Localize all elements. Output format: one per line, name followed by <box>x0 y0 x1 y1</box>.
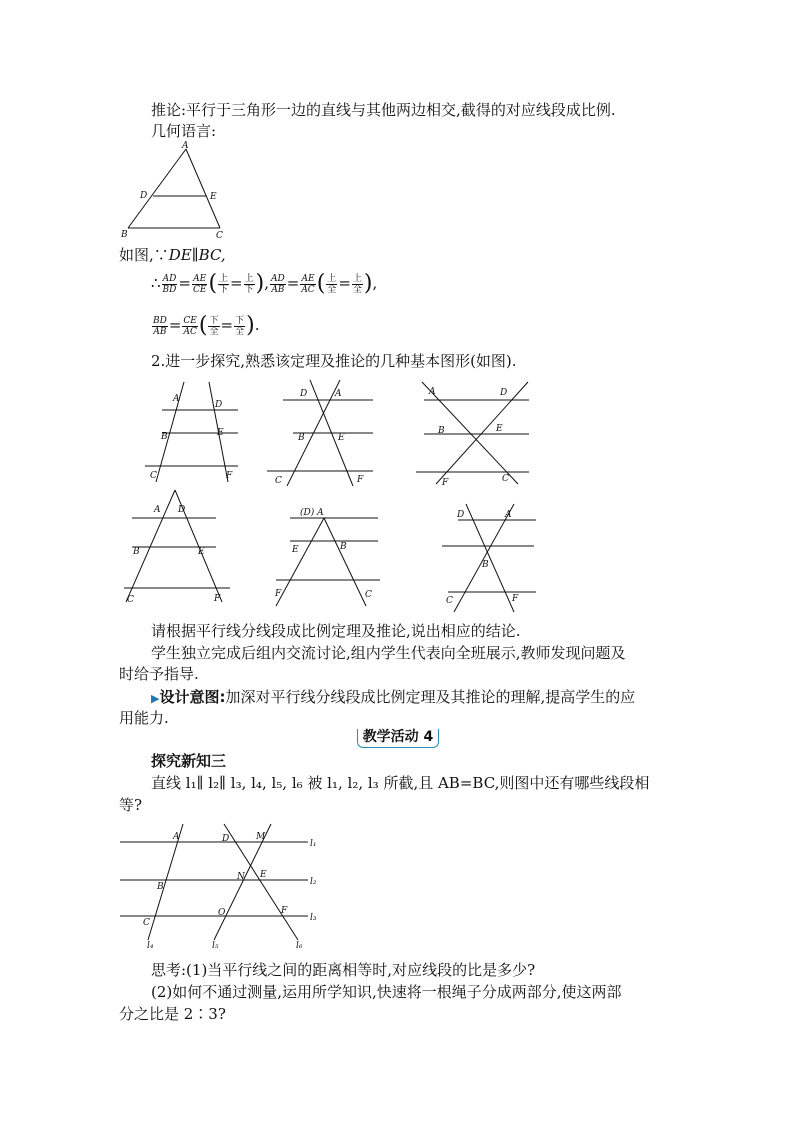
parallel-lines-figure <box>118 822 328 954</box>
triangle-marker-icon: ▶ <box>151 692 160 705</box>
frac-ae-ac: $\frac{AE}{AC}$ <box>301 273 315 295</box>
deduction-text: 推论:平行于三角形一边的直线与其他两边相交,截得的对应线段成比例. <box>151 101 616 119</box>
frac-up-whole-2: $\frac{\text{上}}{\text{全}}$ <box>352 273 362 295</box>
figure-point-label: l₂ <box>310 877 317 887</box>
figure-point-label: F <box>442 478 449 488</box>
basic-figure-3 <box>414 378 534 488</box>
item-2-text: 2.进一步探究,熟悉该定理及推论的几种基本图形(如图). <box>151 352 517 370</box>
figure-point-label: D <box>457 510 465 520</box>
figure-point-label: F <box>357 475 364 485</box>
label-e: E <box>210 192 217 202</box>
figure-point-label: N <box>237 872 245 882</box>
label-c: C <box>216 231 223 241</box>
figure-point-label: l₅ <box>212 941 219 951</box>
figure-point-label: F <box>281 906 288 916</box>
figure-point-label: D <box>300 389 308 399</box>
problem-text-cont: 等? <box>119 796 143 814</box>
think-2b: 分之比是 2∶3? <box>119 1005 226 1023</box>
figure-point-label: D <box>178 505 186 515</box>
section-title: 探究新知三 <box>151 752 227 770</box>
figure-point-label: l₃ <box>310 913 317 923</box>
frac-up-whole: $\frac{\text{上}}{\text{全}}$ <box>327 273 337 295</box>
figure-point-label: O <box>218 908 226 918</box>
figure-point-label: D <box>215 400 223 410</box>
triangle-figure <box>118 140 228 240</box>
figure-point-label: C <box>502 474 509 484</box>
frac-bd-ab: $\frac{BD}{AB}$ <box>153 315 167 337</box>
frac-down-whole: $\frac{\text{下}}{\text{全}}$ <box>209 315 219 337</box>
design-intent-text-cont: 用能力. <box>119 709 169 727</box>
think-1: 思考:(1)当平行线之间的距离相等时,对应线段的比是多少? <box>151 961 536 979</box>
figure-point-label: A <box>173 832 180 842</box>
design-intent-line <box>151 688 635 708</box>
label-a: A <box>182 141 189 151</box>
figure-point-label: C <box>365 590 372 600</box>
geometry-language-label: 几何语言: <box>151 122 217 140</box>
figure-point-label: F <box>214 594 221 604</box>
figure-point-label: B <box>157 882 164 892</box>
figure-point-label: B <box>133 547 140 557</box>
ratio-line-1: ∴ $\frac{AD}{BD}$ = $\frac{AE}{CE}$ ( $\frac{\text{上}}{\text{下}}$ = $\frac{\text{上}}{\text{下}}$ ), $\frac{AD}{AB}$ = $\frac{AE}{AC}$ ( $\frac{\text{上}}{\text{全}}$ = $\frac{\text{上}}{\text{全}}$ ), <box>151 271 378 296</box>
figure-line <box>126 490 175 602</box>
figure-point-label: D <box>222 834 230 844</box>
design-intent-label: 设计意图: <box>159 688 226 706</box>
as-shown-prefix: 如图,∵ <box>119 246 169 264</box>
as-shown-line <box>119 246 226 264</box>
figure-point-label: D <box>500 388 508 398</box>
frac-down-whole-2: $\frac{\text{下}}{\text{全}}$ <box>235 315 245 337</box>
figure-point-label: l₁ <box>310 839 317 849</box>
figure-point-label: A <box>429 387 436 397</box>
frac-ae-ce: $\frac{AE}{CE}$ <box>192 273 207 295</box>
as-shown-condition: DE∥BC, <box>168 246 226 264</box>
figure-point-label: E <box>496 424 503 434</box>
figure-point-label: C <box>275 476 282 486</box>
figure-line <box>276 518 324 606</box>
design-intent-text: 加深对平行线分线段成比例定理及其推论的理解,提高学生的应 <box>225 688 636 706</box>
figure-point-label: A <box>173 394 180 404</box>
figure-point-label: l₄ <box>147 941 154 951</box>
figure-point-label: l₆ <box>296 941 303 951</box>
figure-point-label: F <box>512 594 519 604</box>
figure-point-label: B <box>340 542 347 552</box>
figure-point-label: C <box>150 471 157 481</box>
figure-point-label: E <box>198 547 205 557</box>
therefore-symbol: ∴ <box>151 274 161 292</box>
label-b: B <box>121 230 128 240</box>
frac-ce-ac: $\frac{CE}{AC}$ <box>183 315 197 337</box>
ratio-line-2: $\frac{BD}{AB}$ = $\frac{CE}{AC}$ ( $\frac{\text{下}}{\text{全}}$ = $\frac{\text{下}}{\text{全}}$ ). <box>153 313 260 338</box>
figure-point-label: E <box>260 870 267 880</box>
figure-point-label: A <box>154 505 161 515</box>
frac-ad-bd: $\frac{AD}{BD}$ <box>162 273 177 295</box>
basic-figure-2 <box>265 378 380 488</box>
figure-point-label: M <box>256 832 266 842</box>
label-d: D <box>140 191 148 201</box>
figure-point-label: C <box>127 595 134 605</box>
figure-line <box>436 382 528 484</box>
basic-figure-5 <box>268 508 388 608</box>
frac-up-down: $\frac{\text{上}}{\text{下}}$ <box>219 273 229 295</box>
instruction-2a: 学生独立完成后组内交流讨论,组内学生代表向全班展示,教师发现问题及 <box>151 644 626 662</box>
figure-point-label: C <box>143 918 150 928</box>
instruction-2b: 时给予指导. <box>119 665 199 683</box>
figure-point-label: A <box>505 510 512 520</box>
think-2a: (2)如何不通过测量,运用所学知识,快速将一根绳子分成两部分,使这两部 <box>151 983 622 1001</box>
figure-line <box>128 149 186 228</box>
figure-point-label: E <box>292 545 299 555</box>
problem-text: 直线 l₁∥ l₂∥ l₃, l₄, l₅, l₆ 被 l₁, l₂, l₃ 所截,且 AB=BC,则图中还有哪些线段相 <box>151 774 650 792</box>
figure-line <box>186 149 220 228</box>
instruction-1: 请根据平行线分线段成比例定理及推论,说出相应的结论. <box>151 622 521 640</box>
figure-line <box>324 518 366 606</box>
basic-figure-4 <box>118 488 238 608</box>
figure-point-label: B <box>298 433 305 443</box>
frac-up-down-2: $\frac{\text{上}}{\text{下}}$ <box>244 273 254 295</box>
figure-point-label: (D) A <box>300 508 324 518</box>
figure-point-label: B <box>161 432 168 442</box>
figure-point-label: B <box>482 560 489 570</box>
figure-point-label: C <box>446 596 453 606</box>
figure-point-label: B <box>438 426 445 436</box>
figure-point-label: F <box>226 471 233 481</box>
activity-badge: 教学活动 4 <box>357 729 439 748</box>
figure-point-label: A <box>335 389 342 399</box>
basic-figure-6 <box>438 500 548 615</box>
basic-figure-1 <box>140 378 245 488</box>
frac-ad-ab: $\frac{AD}{AB}$ <box>271 273 285 295</box>
figure-point-label: E <box>217 428 224 438</box>
figure-point-label: E <box>338 433 345 443</box>
figure-point-label: F <box>275 589 282 599</box>
